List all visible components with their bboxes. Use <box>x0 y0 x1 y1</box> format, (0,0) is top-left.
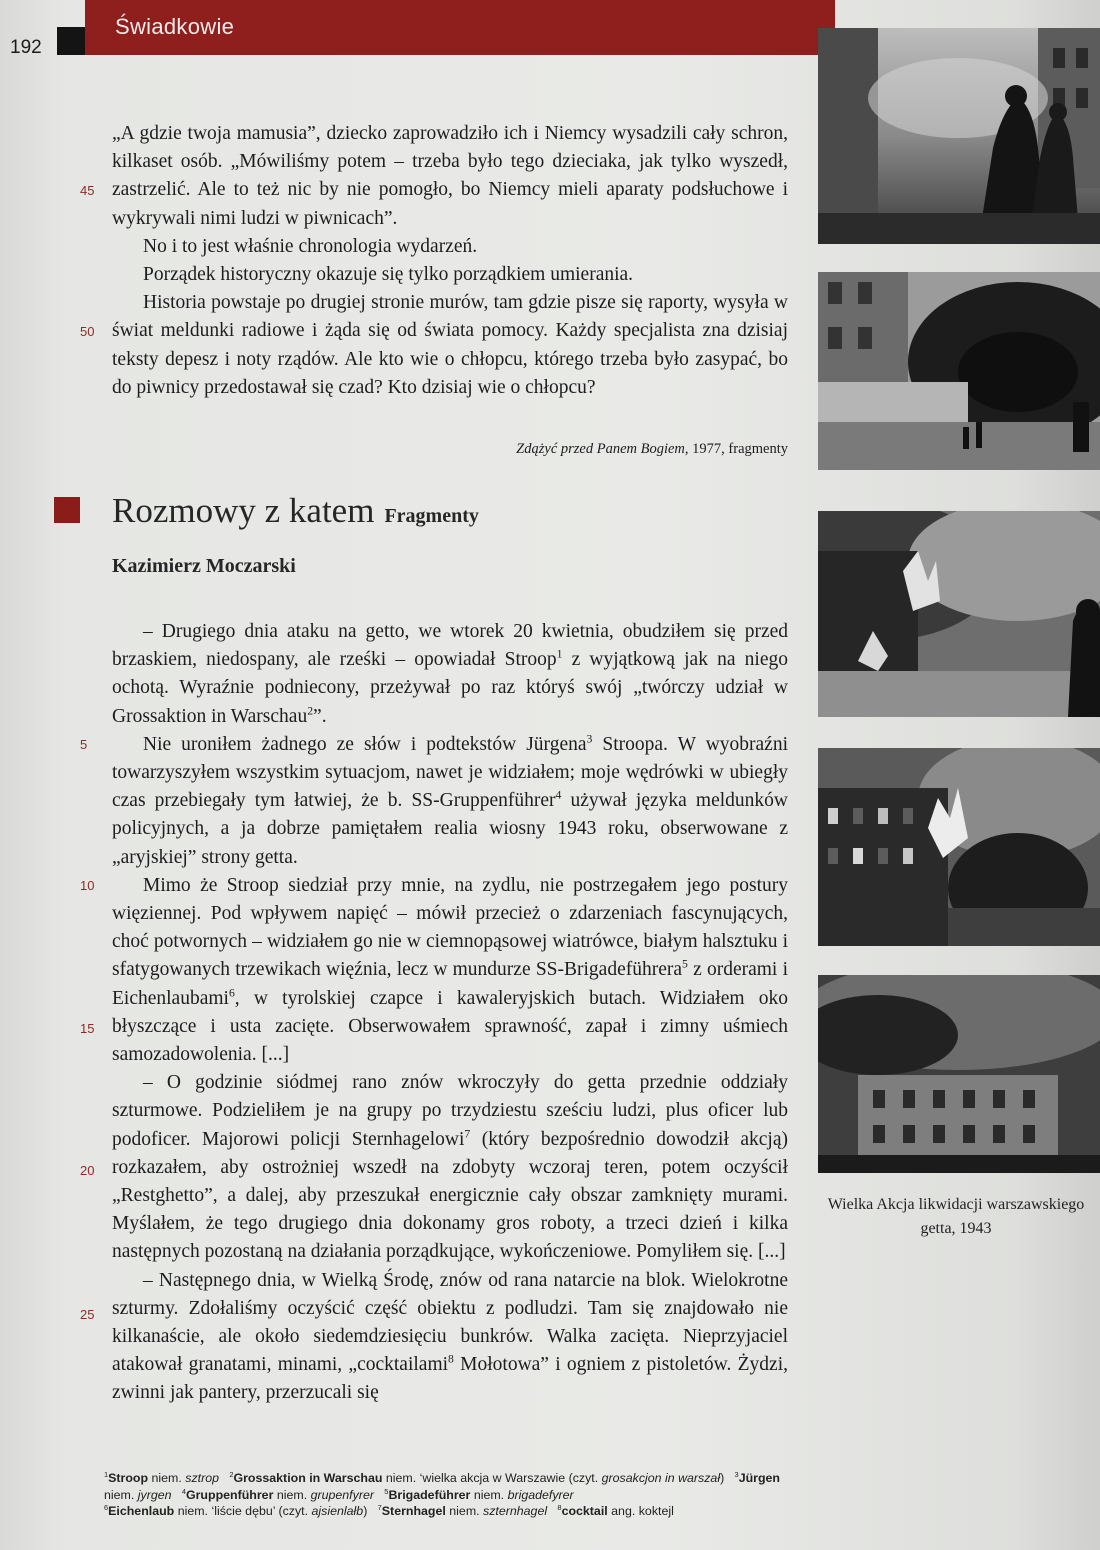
paragraph: „A gdzie twoja mamusia”, dziecko zaprowadziło ich i Niemcy wysadzili cały schron, kilkaset osób. „Mówiliśmy potem – trzeba było tego dzieciaka, jak tylko wyszedł, zastrzelić. Ale to też nic by nie pomogło, bo Niemcy mieli aparaty podsłuchowe i wykrywali nimi ludzi w piwnicach”. <box>112 123 788 229</box>
source-citation <box>112 441 788 458</box>
photo-caption: Wielka Akcja likwidacji warszawskiego getta, 1943 <box>827 1196 1085 1237</box>
footnote: $^3$Jürgen niem. jyrgen <box>104 1469 780 1502</box>
excerpt-1 <box>112 120 788 402</box>
footnote: $^1$Stroop niem. sztrop <box>104 1469 219 1485</box>
line-number: 10 <box>80 878 95 893</box>
section-title: Rozmowy z katem <box>112 491 375 530</box>
archival-photo-smoke <box>818 975 1100 1173</box>
section-marker-square <box>54 497 80 523</box>
paragraph: – Następnego dnia, w Wielką Środę, znów od rana natarcie na blok. Wielokrotne szturmy. Zdołaliśmy oczyścić część obiektu z podludzi. Tam się znajdowało nie kilkanaście, ale około siedemdziesięciu bunkrów. Walka zacięta. Nieprzyjaciel atakował granatami, minami, „cocktailami$^8$ Mołotowa” i ogniem z pistoletów. Żydzi, zwinni jak pantery, przerzucali się <box>112 1269 788 1404</box>
archival-photo-burning-street <box>818 272 1100 470</box>
line-number: 25 <box>80 1307 95 1322</box>
footnote: $^5$Brigadeführer niem. brigadefyrer <box>384 1486 574 1502</box>
page-number: 192 <box>10 37 42 58</box>
section-subtitle: Fragmenty <box>384 505 479 527</box>
paragraph: – Drugiego dnia ataku na getto, we wtorek 20 kwietnia, obudziłem się przed brzaskiem, niedospany, ale rześki – opowiadał Stroop$^1$ z wyjątkową jak na niego ochotą. Wyraźnie podniecony, przeżywał po raz któryś swój „twórczy udział w Grossaktion in Warschau$^2$”. <box>112 621 788 727</box>
paragraph: No i to jest właśnie chronologia wydarzeń. <box>143 235 478 257</box>
line-number: 45 <box>80 183 95 198</box>
line-number: 20 <box>80 1163 95 1178</box>
archival-photo-fire <box>818 511 1100 717</box>
author-name: Kazimierz Moczarski <box>112 555 296 577</box>
source-title: Zdążyć przed Panem Bogiem <box>516 441 685 457</box>
archival-photo-soldiers <box>818 28 1100 244</box>
paragraph: – O godzinie siódmej rano znów wkroczyły do getta przednie oddziały szturmowe. Podzieliłem je na grupy po trzydziestu sześciu ludzi, plus oficer lub podoficer. Majorowi policji Sternhagelowi$^7$ (który bezpośrednio dowodził akcją) rozkazałem, aby ostrożniej wszedł na zdobyty wczoraj teren, potem oczyścił „Restghetto”, a dalej, aby przeszukał energicznie cały obszar zamknięty murami. Myślałem, że tego drugiego dnia dokonamy gros roboty, a trzeci dzień i kilka następnych pozostaną na działania porządkujące, wykończeniowe. Pomyliłem się. [...] <box>112 1072 788 1263</box>
footnotes <box>104 1470 794 1520</box>
section-heading <box>112 491 479 531</box>
paragraph: Porządek historyczny okazuje się tylko porządkiem umierania. <box>143 264 634 286</box>
chapter-title: Świadkowie <box>115 14 235 39</box>
paragraph: Nie uroniłem żadnego ze słów i podtekstów Jürgena$^3$ Stroopa. W wyobraźni towarzyszyłem wszystkim sytuacjom, nawet je widziałem; moje wędrówki w ubiegły czas przebiegały tym łatwiej, że b. SS-Gruppenführer$^4$ używał języka meldunków policyjnych, a ja dobrze pamiętałem realia wiosny 1943 roku, obserwowane z „aryjskiej” strony getta. <box>112 732 788 868</box>
excerpt-2 <box>112 618 788 1408</box>
line-number: 5 <box>80 737 88 752</box>
line-number: 50 <box>80 324 95 339</box>
footnote: $^8$cocktail ang. koktejl <box>557 1502 674 1518</box>
footnote: $^4$Gruppenführer niem. grupenfyrer <box>181 1486 374 1502</box>
footnote: $^7$Sternhagel niem. szternhagel <box>377 1502 548 1518</box>
page-corner-marker <box>57 27 85 55</box>
footnote: $^6$Eichenlaub niem. ‘liście dębu’ (czyt. ajsienlałb) <box>104 1502 368 1518</box>
line-number: 15 <box>80 1021 95 1036</box>
archival-photo-burning-building <box>818 748 1100 946</box>
source-details: , 1977, fragmenty <box>684 441 788 457</box>
paragraph: Mimo że Stroop siedział przy mnie, na zydlu, nie postrzegałem jego postury więziennej. Pod wpływem napięć – mówił przecież o zdarzeniach fascynujących, choć potwornych – widziałem go nie w ciemnopąsowej wiatrówce, białym halsztuku i sfatygowanych trzewikach więźnia, lecz w mundurze SS-Brigadeführera$^5$ z orderami i Eichenlaubami$^6$, w tyrolskiej czapce i kawaleryjskich butach. Widziałem oko błyszczące i usta zacięte. Obserwowałem sprawność, zapał i zimny uśmiech samozadowolenia. [...] <box>112 874 788 1066</box>
footnote: $^2$Grossaktion in Warschau niem. ‘wielka akcja w Warszawie (czyt. grosakcjon in warszał) <box>229 1469 725 1485</box>
paragraph: Historia powstaje po drugiej stronie murów, tam gdzie pisze się raporty, wysyła w świat meldunki radiowe i żąda się od świata pomocy. Każdy specjalista zna dzisiaj teksty depesz i noty rządów. Ale kto wie o chłopcu, którego trzeba było zasypać, bo do piwnicy przedostawał się czad? Kto dzisiaj wie o chłopcu? <box>112 292 788 398</box>
